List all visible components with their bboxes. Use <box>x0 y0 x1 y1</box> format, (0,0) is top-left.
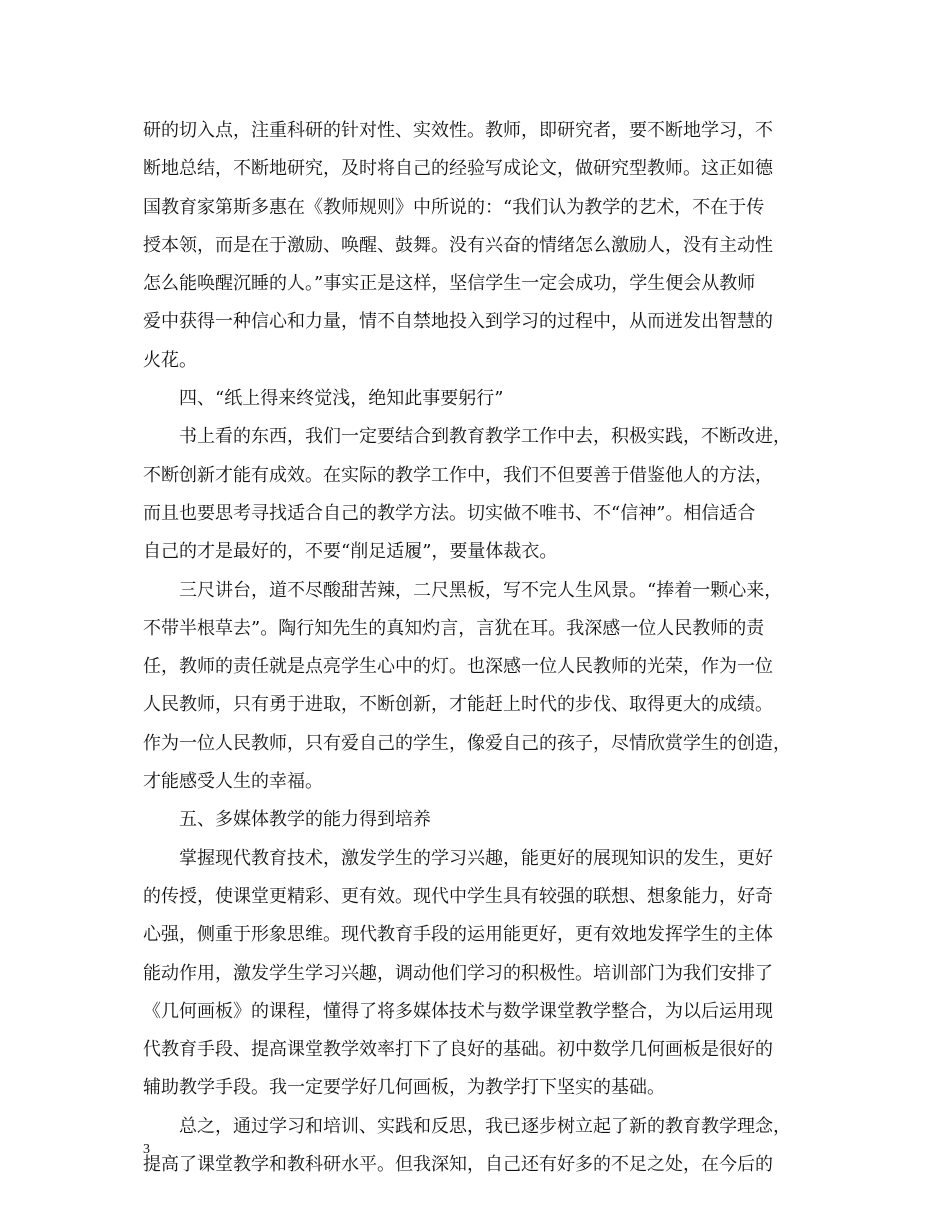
text-line: 能动作用，激发学生学习兴趣，调动他们学习的积极性。培训部门为我们安排了 <box>143 962 773 984</box>
text-line: 怎么能唤醒沉睡的人。”事实正是这样，坚信学生一定会成功，学生便会从教师 <box>143 273 756 295</box>
text-line: 才能感受人生的幸福。 <box>143 771 323 793</box>
text-line: 《几何画板》的课程，懂得了将多媒体技术与数学课堂教学整合，为以后运用现 <box>143 1000 773 1022</box>
text-line: 辅助教学手段。我一定要学好几何画板，为教学打下坚实的基础。 <box>143 1077 665 1099</box>
text-line: 研的切入点，注重科研的针对性、实效性。教师，即研究者，要不断地学习，不 <box>143 120 773 141</box>
text-line: 而且也要思考寻找适合自己的教学方法。切实做不唯书、不“信神”。相信适合 <box>143 502 756 524</box>
text-line: 心强，侧重于形象思维。现代教育手段的运用能更好，更有效地发挥学生的主体 <box>143 924 773 946</box>
text-line: 四、“纸上得来终觉浅，绝知此事要躬行” <box>179 388 504 410</box>
text-line: 掌握现代教育技术，激发学生的学习兴趣，能更好的展现知识的发生，更好 <box>179 847 773 869</box>
text-line: 不断创新才能有成效。在实际的教学工作中，我们不但要善于借鉴他人的方法， <box>143 464 773 486</box>
text-line: 作为一位人民教师，只有爱自己的学生，像爱自己的孩子，尽情欣赏学生的创造， <box>143 732 791 754</box>
text-line: 火花。 <box>143 349 197 371</box>
text-line: 不带半根草去”。陶行知先生的真知灼言，言犹在耳。我深感一位人民教师的责 <box>143 617 765 639</box>
text-line: 三尺讲台，道不尽酸甜苦辣，二尺黑板，写不完人生风景。“捧着一颗心来， <box>179 579 783 601</box>
text-line: 总之，通过学习和培训、实践和反思，我已逐步树立起了新的教育教学理念， <box>179 1115 791 1137</box>
text-line: 授本领，而是在于激励、唤醒、鼓舞。没有兴奋的情绪怎么激励人，没有主动性 <box>143 234 773 256</box>
text-line: 提高了课堂教学和教科研水平。但我深知，自己还有好多的不足之处，在今后的 <box>143 1154 773 1176</box>
text-line: 爱中获得一种信心和力量，情不自禁地投入到学习的过程中，从而迸发出智慧的 <box>143 311 773 333</box>
text-line: 断地总结，不断地研究，及时将自己的经验写成论文，做研究型教师。这正如德 <box>143 158 773 180</box>
text-line: 自己的才是最好的，不要“削足适履”，要量体裁衣。 <box>143 541 558 563</box>
document-body <box>143 112 815 1184</box>
text-line: 五、多媒体教学的能力得到培养 <box>179 809 431 831</box>
text-line: 任，教师的责任就是点亮学生心中的灯。也深感一位人民教师的光荣，作为一位 <box>143 656 773 678</box>
text-line: 国教育家第斯多惠在《教师规则》中所说的：“我们认为教学的艺术，不在于传 <box>143 196 765 218</box>
text-line: 代教育手段、提高课堂教学效率打下了良好的基础。初中数学几何画板是很好的 <box>143 1039 773 1061</box>
text-line: 的传授，使课堂更精彩、更有效。现代中学生具有较强的联想、想象能力，好奇 <box>143 885 773 907</box>
page-number: 3 <box>143 1142 150 1157</box>
text-line: 人民教师，只有勇于进取，不断创新，才能赶上时代的步伐、取得更大的成绩。 <box>143 694 773 716</box>
text-line: 书上看的东西，我们一定要结合到教育教学工作中去，积极实践，不断改进， <box>179 426 791 448</box>
